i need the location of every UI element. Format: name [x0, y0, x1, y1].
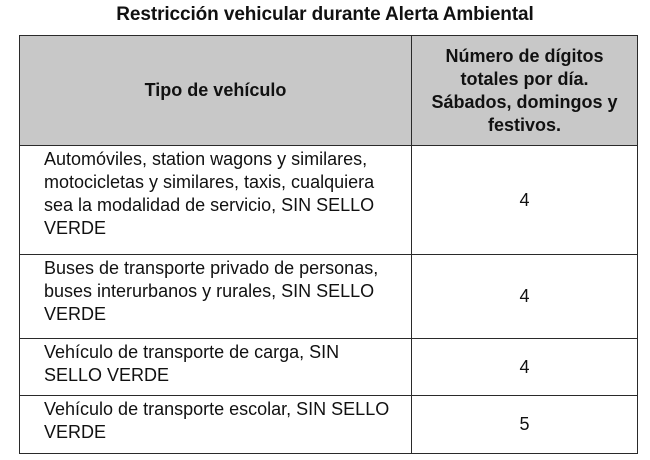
- digit-count-cell: 4: [412, 339, 638, 396]
- digit-count-cell: 4: [412, 255, 638, 339]
- digit-count-cell: 4: [412, 146, 638, 255]
- header-digit-count: Número de dígitos totales por día. Sábados, domingos y festivos.: [412, 36, 638, 146]
- digit-count-cell: 5: [412, 396, 638, 454]
- table-row: [20, 146, 638, 255]
- table-row: [20, 396, 638, 454]
- vehicle-type-cell: Automóviles, station wagons y similares, motocicletas y similares, taxis, cualquiera sea la modalidad de servicio, SIN SELLO VERDE: [20, 146, 412, 255]
- table-row: [20, 339, 638, 396]
- restriction-table: [19, 35, 638, 454]
- table-row: [20, 255, 638, 339]
- header-vehicle-type: Tipo de vehículo: [20, 36, 412, 146]
- vehicle-type-cell: Vehículo de transporte escolar, SIN SELLO VERDE: [20, 396, 412, 454]
- table-title: Restricción vehicular durante Alerta Ambiental: [116, 4, 534, 25]
- vehicle-type-cell: Buses de transporte privado de personas, buses interurbanos y rurales, SIN SELLO VERDE: [20, 255, 412, 339]
- vehicle-type-cell: Vehículo de transporte de carga, SIN SELLO VERDE: [20, 339, 412, 396]
- table-header-row: [20, 36, 638, 146]
